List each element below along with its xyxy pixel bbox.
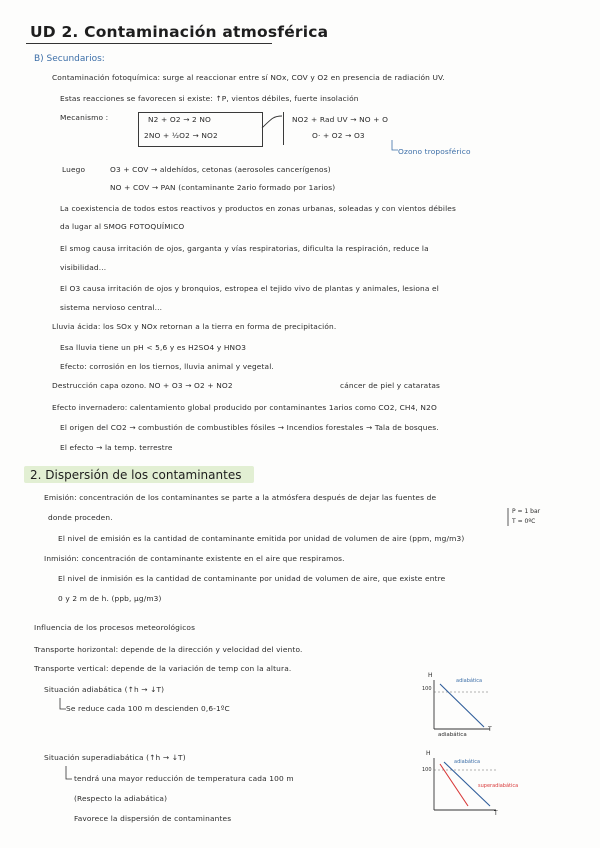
graph2-y-label: H [426,750,431,757]
superadiabatica-respecto: (Respecto la adiabática) [74,794,168,803]
bullet-emision: Emisión: concentración de los contaminantes se parte a la atmósfera después de dejar las fuentes de [44,493,437,502]
adiabatica-bullet: Situación adiabática (↑h → ↓T) [44,685,165,694]
coexistencia-1: La coexistencia de todos estos reactivos y productos en zonas urbanas, soleadas y con vientos débiles [60,204,456,213]
inmision-level-2: 0 y 2 m de h. (ppb, µg/m3) [58,594,162,603]
bullet-capa-ozono: Destrucción capa ozono. NO + O3 → O2 + NO2 [52,381,233,390]
graph2-tick: 100 [422,767,432,773]
superadiabatica-favorece: Favorece la dispersión de contaminantes [74,814,232,823]
mecanismo-label: Mecanismo : [60,113,109,122]
lluvia-line-1: Esa lluvia tiene un pH < 5,6 y es H2SO4 y HNO3 [60,343,247,352]
coexistencia-2: da lugar al SMOG FOTOQUÍMICO [60,222,185,231]
condition-pressure: P = 1 bar [512,508,541,515]
ozone-effects-1: El O3 causa irritación de ojos y bronquios, estropea el tejido vivo de plantas y animales, lesiona el [60,284,439,293]
reaction-3: NO2 + Rad UV → NO + O [292,115,389,124]
condition-temperature: T = 0ºC [512,518,536,525]
reaction-1: N2 + O2 → 2 NO [148,115,212,124]
luego-reaction-2: NO + COV → PAN (contaminante 2ario formado por 1arios) [110,183,336,192]
superadiabatica-bullet: Situación superadiabática (↑h → ↓T) [44,753,186,762]
graph1-caption: adiabática [438,732,467,738]
emision-level: El nivel de emisión es la cantidad de contaminante emitida por unidad de volumen de aire (ppm, mg/m3) [58,534,465,543]
graph2-x-label: T [494,810,498,817]
reaction-arrow [262,116,282,128]
ozono-note: Ozono troposférico [398,147,471,156]
bullet-fotoquimica: Contaminación fotoquímica: surge al reaccionar entre sí NOx, COV y O2 en presencia de radiación UV. [52,73,445,82]
bullet-lluvia-acida: Lluvia ácida: los SOx y NOx retornan a la tierra en forma de precipitación. [52,322,337,331]
section-b-heading: B) Secundarios: [34,54,105,64]
page-title: UD 2. Contaminación atmosférica [30,23,329,41]
section-2-heading: 2. Dispersión de los contaminantes [30,468,242,482]
capa-ozono-note: cáncer de piel y cataratas [340,381,441,390]
smog-effects-2: visibilidad... [60,263,107,272]
graph2-caption: superadiabática [478,783,519,789]
inmision-level-1: El nivel de inmisión es la cantidad de contaminante por unidad de volumen de aire, que existe entre [58,574,446,583]
influencia-heading: Influencia de los procesos meteorológicos [34,623,196,632]
smog-effects-1: El smog causa irritación de ojos, garganta y vías respiratorias, dificulta la respiración, reduce la [60,244,429,253]
bullet-invernadero: Efecto invernadero: calentamiento global producido por contaminantes 1arios como CO2, CH4, N2O [52,403,437,412]
ozono-arrow [392,140,398,150]
invernadero-line-2: El efecto → la temp. terrestre [60,443,173,452]
smog-conditions: Estas reacciones se favorecen si existe: ↑P, vientos débiles, fuerte insolación [60,94,359,103]
invernadero-line-1: El origen del CO2 → combustión de combustibles fósiles → Incendios forestales → Tala de bosques. [60,423,439,432]
luego-reaction-1: O3 + COV → aldehídos, cetonas (aerosoles cancerígenos) [110,165,331,174]
graph-adiabatica [434,680,490,729]
lluvia-line-2: Efecto: corrosión en los tiernos, lluvia animal y vegetal. [60,362,274,371]
ozone-effects-2: sistema nervioso central... [60,303,163,312]
graph1-y-label: H [428,672,433,679]
superadiabatica-arrow [66,766,72,779]
superadiabatica-detail: tendrá una mayor reducción de temperatura cada 100 m [74,774,294,783]
transporte-vertical: Transporte vertical: depende de la variación de temp con la altura. [34,664,292,673]
emision-line-2: donde proceden. [48,513,113,522]
luego-label: Luego [62,165,86,174]
graph1-tick: 100 [422,686,432,692]
graph1-line-label: adiabática [456,678,483,684]
adiabatica-detail: Se reduce cada 100 m descienden 0,6-1ºC [66,704,230,713]
transporte-horizontal: Transporte horizontal: depende de la dirección y velocidad del viento. [34,645,303,654]
adiabatica-arrow [60,698,66,709]
reaction-4: O· + O2 → O3 [312,131,365,140]
graph1-x-label: T [488,726,492,733]
reaction-2: 2NO + ½O2 → NO2 [144,131,218,140]
bullet-inmision: Inmisión: concentración de contaminante existente en el aire que respiramos. [44,554,345,563]
graph-superadiabatica [434,758,496,810]
graph2-line-label: adiabática [454,759,481,765]
